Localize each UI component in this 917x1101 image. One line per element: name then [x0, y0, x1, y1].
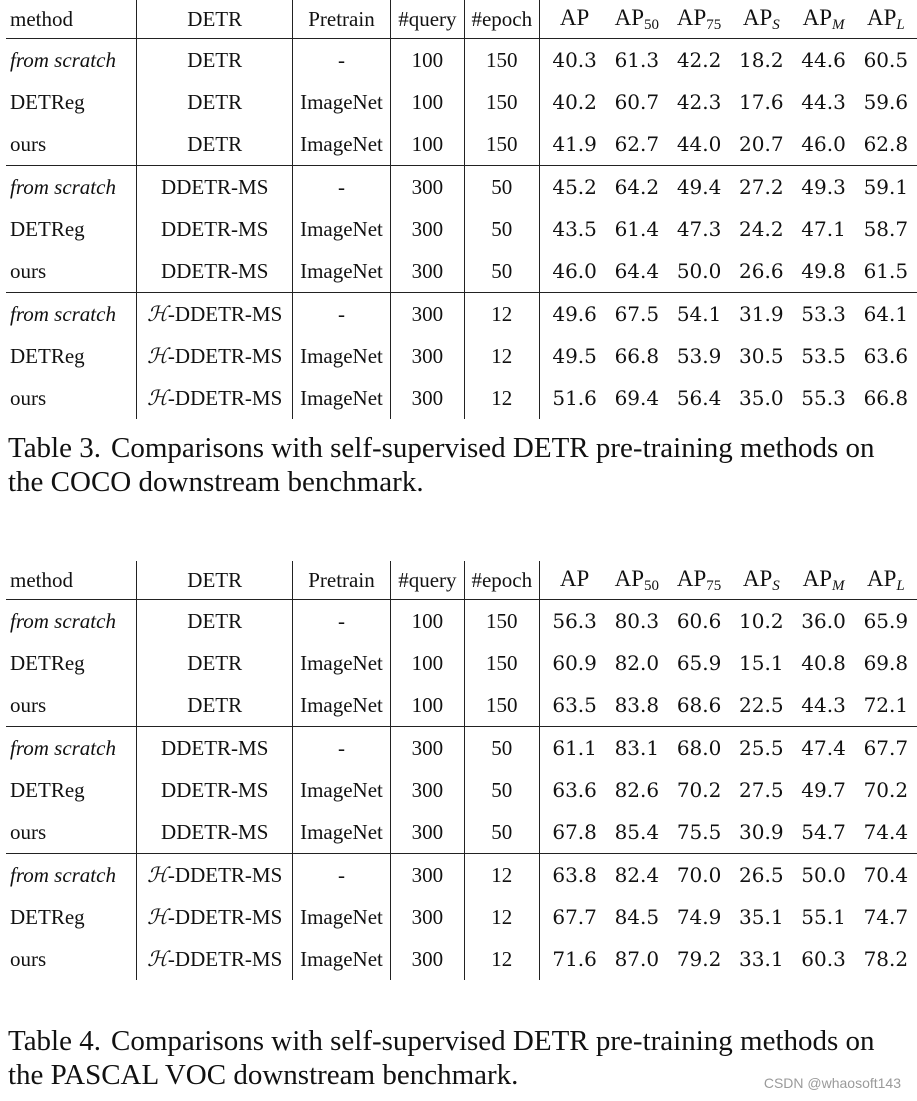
metric-cell: 69.8 — [863, 651, 909, 675]
metric-cell: 56.3 — [552, 609, 597, 633]
hybrid-symbol: ℋ — [147, 343, 168, 368]
epoch-cell: 150 — [465, 81, 539, 123]
method-cell: ours — [6, 811, 137, 854]
epoch-cell: 50 — [465, 811, 539, 854]
table-row — [6, 123, 917, 166]
metric-cell: 53.3 — [801, 302, 846, 326]
table-row — [6, 293, 917, 336]
metric-cell: 69.4 — [614, 386, 660, 410]
detector-cell — [137, 123, 293, 166]
metric-cell: 36.0 — [801, 609, 846, 633]
metric-cell: 79.2 — [676, 947, 722, 971]
metric-cell: 62.8 — [855, 123, 917, 166]
metric-cell: 46.0 — [792, 123, 854, 166]
detector-cell — [137, 854, 293, 897]
pretrain-cell: - — [293, 600, 390, 643]
table-row — [6, 769, 917, 811]
col-header-query: #query — [390, 561, 464, 600]
epoch-cell: 150 — [465, 123, 539, 166]
metric-cell: 68.6 — [668, 684, 730, 727]
detector-name: -DDETR-MS — [167, 385, 283, 410]
detector-name: DDETR-MS — [161, 174, 269, 199]
detector-name: -DDETR-MS — [167, 946, 283, 971]
metric-cell: 61.1 — [552, 736, 597, 760]
metric-cell: 26.5 — [739, 863, 784, 887]
metric-cell: 30.9 — [730, 811, 792, 854]
query-cell: 300 — [390, 293, 464, 336]
metric-cell: 54.1 — [676, 302, 722, 326]
metric-cell: 55.1 — [801, 905, 846, 929]
table-row — [6, 81, 917, 123]
pretrain-cell: ImageNet — [293, 896, 390, 938]
method-cell: ours — [6, 250, 137, 293]
metric-cell: 47.3 — [676, 217, 722, 241]
metric-cell: 82.0 — [614, 651, 660, 675]
pretrain-cell: - — [293, 854, 390, 897]
table-row — [6, 811, 917, 854]
metric-cell: 75.5 — [668, 811, 730, 854]
query-cell: 300 — [390, 250, 464, 293]
table-3-caption — [8, 431, 913, 499]
watermark: CSDN @whaosoft143 — [763, 1075, 901, 1091]
method-cell: DETReg — [6, 335, 137, 377]
query-cell: 300 — [390, 769, 464, 811]
metric-cell: 74.7 — [863, 905, 909, 929]
detector-cell — [137, 938, 293, 980]
query-cell: 300 — [390, 335, 464, 377]
pretrain-cell: - — [293, 293, 390, 336]
metric-cell: 49.6 — [552, 302, 597, 326]
method-cell: from scratch — [6, 293, 137, 336]
table-row — [6, 642, 917, 684]
pretrain-cell: ImageNet — [293, 335, 390, 377]
metric-cell: 27.2 — [739, 175, 784, 199]
query-cell: 300 — [390, 727, 464, 770]
detector-name: DETR — [187, 650, 243, 675]
metric-cell: 85.4 — [606, 811, 668, 854]
metric-cell: 64.2 — [614, 175, 660, 199]
metric-cell: 63.6 — [863, 344, 909, 368]
pretrain-cell: - — [293, 39, 390, 82]
metric-cell: 60.3 — [801, 947, 846, 971]
metric-cell: 70.4 — [863, 863, 909, 887]
metric-cell: 64.1 — [863, 302, 909, 326]
metric-cell: 82.6 — [614, 778, 660, 802]
table-row — [6, 335, 917, 377]
query-cell: 300 — [390, 896, 464, 938]
detector-name: DDETR-MS — [161, 735, 269, 760]
metric-cell: 49.4 — [676, 175, 722, 199]
metric-cell: 66.8 — [614, 344, 660, 368]
pretrain-cell: ImageNet — [293, 377, 390, 419]
epoch-cell: 50 — [465, 208, 539, 250]
query-cell: 100 — [390, 642, 464, 684]
query-cell: 100 — [390, 81, 464, 123]
metric-cell: 71.6 — [552, 947, 597, 971]
metric-cell: 65.9 — [676, 651, 722, 675]
metric-cell: 66.8 — [863, 386, 909, 410]
metric-cell: 22.5 — [730, 684, 792, 727]
metric-cell: 49.3 — [801, 175, 846, 199]
pretrain-cell: - — [293, 727, 390, 770]
metric-cell: 62.7 — [606, 123, 668, 166]
caption-label: Table 3. — [8, 432, 101, 464]
metric-cell: 41.9 — [539, 123, 606, 166]
metric-cell: 58.7 — [863, 217, 909, 241]
metric-cell: 49.8 — [792, 250, 854, 293]
table-row — [6, 938, 917, 980]
metric-cell: 18.2 — [739, 48, 784, 72]
metric-cell: 60.6 — [676, 609, 722, 633]
results-table-4 — [6, 561, 917, 980]
col-header-ap50: $AP_{50}$ — [606, 561, 668, 600]
metric-cell: 84.5 — [614, 905, 660, 929]
metric-cell: 35.1 — [739, 905, 784, 929]
detector-cell — [137, 208, 293, 250]
detector-cell — [137, 377, 293, 419]
epoch-cell: 150 — [465, 600, 539, 643]
query-cell: 100 — [390, 123, 464, 166]
metric-cell: 87.0 — [614, 947, 660, 971]
col-header-detr: DETR — [137, 561, 293, 600]
metric-cell: 24.2 — [739, 217, 784, 241]
caption-text: Comparisons with self-supervised DETR pre-training methods on the PASCAL VOC downstream benchmark. — [8, 1025, 875, 1091]
detector-name: -DDETR-MS — [167, 343, 283, 368]
metric-cell: 60.7 — [614, 90, 660, 114]
metric-cell: 33.1 — [739, 947, 784, 971]
metric-cell: 61.5 — [855, 250, 917, 293]
col-header-aps: $AP_S$ — [730, 561, 792, 600]
method-cell: from scratch — [6, 39, 137, 82]
metric-cell: 67.7 — [863, 736, 909, 760]
detector-cell — [137, 250, 293, 293]
metric-cell: 40.2 — [552, 90, 597, 114]
metric-cell: 74.4 — [855, 811, 917, 854]
col-header-ap75: $AP_{75}$ — [668, 0, 730, 39]
metric-cell: 40.8 — [801, 651, 846, 675]
detector-name: DETR — [187, 131, 243, 156]
metric-cell: 47.4 — [801, 736, 846, 760]
query-cell: 300 — [390, 811, 464, 854]
col-header-method: method — [6, 0, 137, 39]
metric-cell: 60.5 — [863, 48, 909, 72]
epoch-cell: 50 — [465, 166, 539, 209]
table-row — [6, 600, 917, 643]
col-header-detr: DETR — [137, 0, 293, 39]
detector-name: DETR — [187, 47, 243, 72]
pretrain-cell: - — [293, 166, 390, 209]
method-cell: DETReg — [6, 81, 137, 123]
metric-cell: 50.0 — [801, 863, 846, 887]
col-header-apl: $AP_L$ — [855, 0, 917, 39]
col-header-aps: $AP_S$ — [730, 0, 792, 39]
metric-cell: 61.4 — [614, 217, 660, 241]
pretrain-cell: ImageNet — [293, 642, 390, 684]
col-header-ap: AP — [539, 0, 606, 39]
table-header-row — [6, 0, 917, 39]
epoch-cell: 50 — [465, 250, 539, 293]
metric-cell: 49.7 — [801, 778, 846, 802]
hybrid-symbol: ℋ — [147, 862, 168, 887]
metric-cell: 83.8 — [606, 684, 668, 727]
metric-cell: 51.6 — [552, 386, 597, 410]
pretrain-cell: ImageNet — [293, 811, 390, 854]
detector-cell — [137, 727, 293, 770]
metric-cell: 68.0 — [676, 736, 722, 760]
metric-cell: 64.4 — [606, 250, 668, 293]
epoch-cell: 50 — [465, 769, 539, 811]
detector-name: DDETR-MS — [161, 777, 269, 802]
table-row — [6, 166, 917, 209]
metric-cell: 46.0 — [539, 250, 606, 293]
metric-cell: 10.2 — [739, 609, 784, 633]
metric-cell: 27.5 — [739, 778, 784, 802]
epoch-cell: 12 — [465, 854, 539, 897]
detector-cell — [137, 769, 293, 811]
metric-cell: 44.0 — [668, 123, 730, 166]
col-header-apl: $AP_L$ — [855, 561, 917, 600]
metric-cell: 43.5 — [552, 217, 597, 241]
table-header-row — [6, 561, 917, 600]
metric-cell: 54.7 — [792, 811, 854, 854]
col-header-ap: AP — [539, 561, 606, 600]
metric-cell: 49.5 — [552, 344, 597, 368]
metric-cell: 61.3 — [614, 48, 660, 72]
query-cell: 300 — [390, 208, 464, 250]
metric-cell: 78.2 — [863, 947, 909, 971]
metric-cell: 70.2 — [676, 778, 722, 802]
col-header-epoch: #epoch — [465, 0, 539, 39]
table-row — [6, 854, 917, 897]
query-cell: 300 — [390, 938, 464, 980]
caption-label: Table 4. — [8, 1025, 101, 1057]
metric-cell: 82.4 — [614, 863, 660, 887]
results-table-3 — [6, 0, 917, 419]
query-cell: 300 — [390, 166, 464, 209]
table-row — [6, 684, 917, 727]
detector-cell — [137, 166, 293, 209]
query-cell: 100 — [390, 600, 464, 643]
metric-cell: 67.8 — [539, 811, 606, 854]
epoch-cell: 12 — [465, 293, 539, 336]
metric-cell: 40.3 — [552, 48, 597, 72]
pretrain-cell: ImageNet — [293, 81, 390, 123]
epoch-cell: 150 — [465, 642, 539, 684]
metric-cell: 83.1 — [614, 736, 660, 760]
epoch-cell: 12 — [465, 335, 539, 377]
table-row — [6, 39, 917, 82]
epoch-cell: 50 — [465, 727, 539, 770]
metric-cell: 15.1 — [739, 651, 784, 675]
pretrain-cell: ImageNet — [293, 938, 390, 980]
detector-name: -DDETR-MS — [167, 904, 283, 929]
metric-cell: 80.3 — [614, 609, 660, 633]
detector-cell — [137, 896, 293, 938]
caption-text: Comparisons with self-supervised DETR pre-training methods on the COCO downstream benchmark. — [8, 432, 875, 498]
metric-cell: 47.1 — [801, 217, 846, 241]
detector-name: DDETR-MS — [161, 819, 269, 844]
metric-cell: 44.6 — [801, 48, 846, 72]
epoch-cell: 150 — [465, 684, 539, 727]
metric-cell: 63.8 — [552, 863, 597, 887]
metric-cell: 31.9 — [739, 302, 784, 326]
query-cell: 100 — [390, 39, 464, 82]
hybrid-symbol: ℋ — [147, 946, 168, 971]
table-row — [6, 896, 917, 938]
method-cell: from scratch — [6, 166, 137, 209]
col-header-epoch: #epoch — [465, 561, 539, 600]
epoch-cell: 12 — [465, 377, 539, 419]
method-cell: from scratch — [6, 600, 137, 643]
metric-cell: 44.3 — [792, 684, 854, 727]
metric-cell: 25.5 — [739, 736, 784, 760]
method-cell: from scratch — [6, 727, 137, 770]
query-cell: 100 — [390, 684, 464, 727]
col-header-apm: $AP_M$ — [792, 561, 854, 600]
epoch-cell: 150 — [465, 39, 539, 82]
pretrain-cell: ImageNet — [293, 208, 390, 250]
metric-cell: 45.2 — [552, 175, 597, 199]
col-header-method: method — [6, 561, 137, 600]
metric-cell: 44.3 — [801, 90, 846, 114]
metric-cell: 50.0 — [668, 250, 730, 293]
metric-cell: 17.6 — [739, 90, 784, 114]
hybrid-symbol: ℋ — [147, 385, 168, 410]
metric-cell: 53.9 — [676, 344, 722, 368]
pretrain-cell: ImageNet — [293, 123, 390, 166]
hybrid-symbol: ℋ — [147, 301, 168, 326]
epoch-cell: 12 — [465, 938, 539, 980]
col-header-ap75: $AP_{75}$ — [668, 561, 730, 600]
pretrain-cell: ImageNet — [293, 684, 390, 727]
pretrain-cell: ImageNet — [293, 250, 390, 293]
col-header-pretrain: Pretrain — [293, 0, 390, 39]
detector-name: DDETR-MS — [161, 258, 269, 283]
hybrid-symbol: ℋ — [147, 904, 168, 929]
method-cell: from scratch — [6, 854, 137, 897]
col-header-pretrain: Pretrain — [293, 561, 390, 600]
detector-cell — [137, 684, 293, 727]
metric-cell: 26.6 — [730, 250, 792, 293]
table-row — [6, 250, 917, 293]
metric-cell: 74.9 — [676, 905, 722, 929]
pretrain-cell: ImageNet — [293, 769, 390, 811]
metric-cell: 67.7 — [552, 905, 597, 929]
metric-cell: 20.7 — [730, 123, 792, 166]
metric-cell: 42.3 — [676, 90, 722, 114]
metric-cell: 56.4 — [676, 386, 722, 410]
metric-cell: 67.5 — [614, 302, 660, 326]
metric-cell: 35.0 — [739, 386, 784, 410]
method-cell: ours — [6, 684, 137, 727]
metric-cell: 55.3 — [801, 386, 846, 410]
epoch-cell: 12 — [465, 896, 539, 938]
col-header-apm: $AP_M$ — [792, 0, 854, 39]
detector-cell — [137, 293, 293, 336]
metric-cell: 42.2 — [676, 48, 722, 72]
detector-name: DETR — [187, 692, 243, 717]
detector-name: -DDETR-MS — [167, 301, 283, 326]
col-header-ap50: $AP_{50}$ — [606, 0, 668, 39]
detector-name: DETR — [187, 608, 243, 633]
metric-cell: 59.6 — [863, 90, 909, 114]
detector-name: -DDETR-MS — [167, 862, 283, 887]
method-cell: ours — [6, 377, 137, 419]
method-cell: DETReg — [6, 769, 137, 811]
metric-cell: 70.0 — [676, 863, 722, 887]
table-row — [6, 208, 917, 250]
query-cell: 300 — [390, 377, 464, 419]
method-cell: ours — [6, 938, 137, 980]
query-cell: 300 — [390, 854, 464, 897]
metric-cell: 60.9 — [552, 651, 597, 675]
metric-cell: 65.9 — [863, 609, 909, 633]
detector-cell — [137, 600, 293, 643]
method-cell: DETReg — [6, 208, 137, 250]
metric-cell: 72.1 — [855, 684, 917, 727]
method-cell: DETReg — [6, 896, 137, 938]
detector-cell — [137, 335, 293, 377]
table-row — [6, 727, 917, 770]
detector-name: DETR — [187, 89, 243, 114]
table-row — [6, 377, 917, 419]
detector-name: DDETR-MS — [161, 216, 269, 241]
metric-cell: 70.2 — [863, 778, 909, 802]
metric-cell: 30.5 — [739, 344, 784, 368]
detector-cell — [137, 39, 293, 82]
col-header-query: #query — [390, 0, 464, 39]
method-cell: DETReg — [6, 642, 137, 684]
metric-cell: 63.6 — [552, 778, 597, 802]
detector-cell — [137, 811, 293, 854]
detector-cell — [137, 81, 293, 123]
metric-cell: 63.5 — [539, 684, 606, 727]
metric-cell: 53.5 — [801, 344, 846, 368]
detector-cell — [137, 642, 293, 684]
method-cell: ours — [6, 123, 137, 166]
metric-cell: 59.1 — [863, 175, 909, 199]
